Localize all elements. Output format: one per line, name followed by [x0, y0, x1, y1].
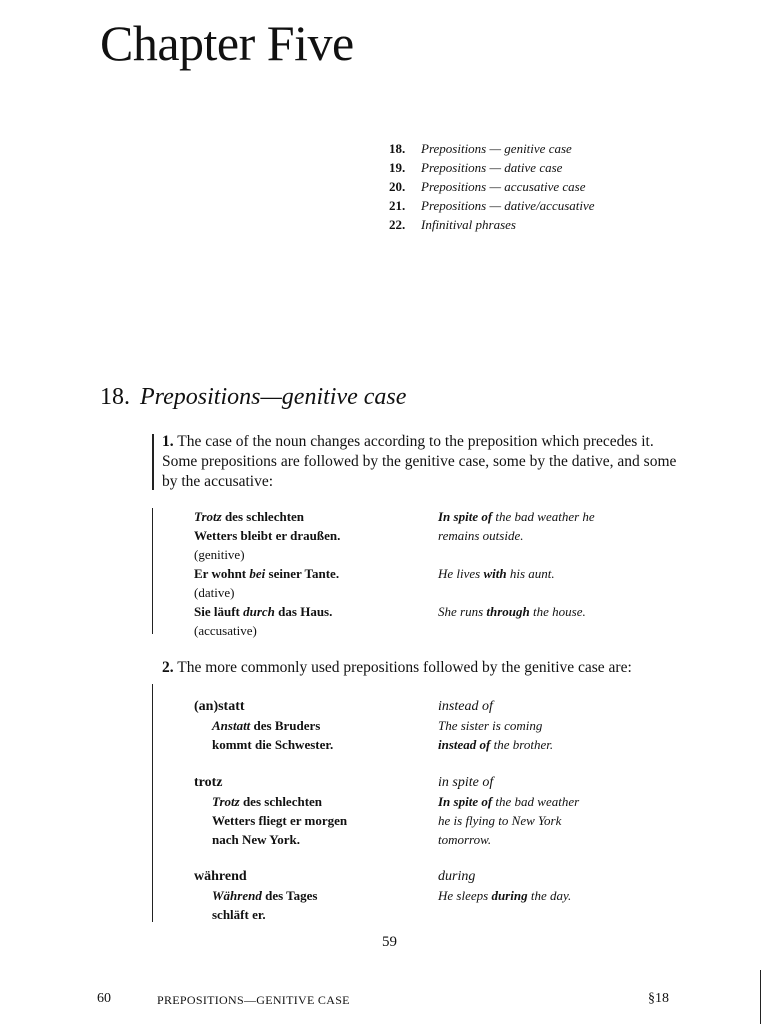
preposition: with: [483, 566, 507, 581]
example-text: seiner Tante.: [265, 566, 340, 581]
example-text: des schlechten: [239, 794, 323, 809]
example-text: He sleeps: [438, 888, 492, 903]
toc-entry: [389, 215, 595, 234]
example-line: [194, 564, 340, 583]
example-line: [438, 792, 579, 811]
chapter-title: Chapter Five: [100, 15, 354, 71]
entry-gloss: in spite of: [438, 775, 494, 790]
example-line: [194, 507, 340, 526]
entry-headword: trotz: [194, 775, 223, 790]
entry-trotz: [194, 773, 347, 849]
preposition: through: [486, 604, 530, 619]
preposition: Trotz: [194, 509, 222, 524]
page-number: 59: [382, 934, 397, 950]
spacer: [438, 545, 595, 564]
toc-label: Prepositions — dative case: [421, 160, 563, 175]
case-label: (accusative): [194, 623, 257, 638]
toc-entry: [389, 177, 595, 196]
toc-entry: [389, 139, 595, 158]
entry-headword: (an)statt: [194, 699, 245, 714]
toc-number: 21.: [389, 198, 406, 213]
example-line: [194, 602, 340, 621]
entry-anstatt-translation: [438, 697, 553, 754]
example-line: [194, 886, 318, 905]
preposition: bei: [249, 566, 266, 581]
example-text: des schlechten: [221, 509, 305, 524]
entry-gloss: during: [438, 869, 476, 884]
example-line: [438, 507, 595, 526]
footer-page-number: 60: [97, 991, 111, 1006]
preposition: Anstatt: [212, 718, 251, 733]
example-line: [438, 886, 571, 905]
toc-label: Prepositions — dative/accusative: [421, 198, 595, 213]
example-line: [194, 792, 347, 811]
toc-entry: [389, 196, 595, 215]
example-line: kommt die Schwester.: [212, 737, 334, 752]
toc-label: Prepositions — genitive case: [421, 141, 572, 156]
section-title: Prepositions—genitive case: [140, 384, 407, 410]
entry-anstatt: [194, 697, 333, 754]
preposition: In spite of: [438, 509, 493, 524]
examples-english: [438, 507, 595, 621]
chapter-contents: [389, 139, 595, 234]
example-text: the bad weather he: [492, 509, 595, 524]
section-heading: [100, 384, 406, 411]
item-number: 2.: [162, 659, 174, 676]
example-line: [438, 564, 595, 583]
example-line: remains outside.: [438, 528, 524, 543]
paragraph-text: The case of the noun changes according to the preposition which precedes it. Some prepositions are followed by the genitive case, some by the dative, and some by the accusative:: [162, 433, 677, 490]
running-footer-title: PREPOSITIONS—GENITIVE CASE: [157, 993, 350, 1007]
example-line: [194, 716, 333, 735]
example-text: Er wohnt: [194, 566, 250, 581]
example-text: the day.: [527, 888, 572, 903]
margin-rule: [152, 684, 153, 922]
example-line: he is flying to New York: [438, 813, 562, 828]
entry-trotz-translation: [438, 773, 579, 849]
entry-waehrend: [194, 867, 318, 924]
paragraph-1: [162, 432, 680, 492]
toc-number: 20.: [389, 179, 406, 194]
toc-label: Prepositions — accusative case: [421, 179, 586, 194]
example-text: She runs: [438, 604, 487, 619]
toc-label: Infinitival phrases: [421, 217, 516, 232]
paragraph-text: The more commonly used prepositions followed by the genitive case are:: [177, 659, 632, 676]
case-label: (dative): [194, 585, 235, 600]
example-text: Sie läuft: [194, 604, 244, 619]
toc-number: 18.: [389, 141, 406, 156]
preposition: instead of: [438, 737, 491, 752]
preposition: Während: [212, 888, 262, 903]
example-text: das Haus.: [274, 604, 333, 619]
margin-rule: [152, 508, 153, 634]
example-text: the brother.: [490, 737, 554, 752]
toc-number: 22.: [389, 217, 406, 232]
example-line: schläft er.: [212, 907, 266, 922]
section-number: 18.: [100, 384, 130, 410]
example-text: des Bruders: [250, 718, 321, 733]
footer-section-ref: §18: [648, 991, 669, 1006]
paragraph-2: [162, 658, 722, 678]
margin-rule: [152, 434, 154, 490]
example-line: [438, 602, 595, 621]
example-line: The sister is coming: [438, 718, 543, 733]
example-text: des Tages: [261, 888, 318, 903]
preposition: Trotz: [212, 794, 240, 809]
case-label: (genitive): [194, 547, 245, 562]
preposition: In spite of: [438, 794, 493, 809]
entry-gloss: instead of: [438, 699, 493, 714]
preposition: during: [491, 888, 528, 903]
example-line: Wetters bleibt er draußen.: [194, 528, 341, 543]
toc-entry: [389, 158, 595, 177]
example-text: the bad weather: [492, 794, 580, 809]
example-line: Wetters fliegt er morgen: [212, 813, 348, 828]
example-text: He lives: [438, 566, 484, 581]
example-line: tomorrow.: [438, 832, 492, 847]
example-line: [438, 735, 553, 754]
example-text: the house.: [529, 604, 586, 619]
example-text: his aunt.: [506, 566, 555, 581]
item-number: 1.: [162, 433, 174, 450]
examples-german: [194, 507, 340, 640]
preposition: durch: [243, 604, 275, 619]
spacer: [438, 583, 595, 602]
toc-number: 19.: [389, 160, 406, 175]
example-line: nach New York.: [212, 832, 300, 847]
edge-rule: [760, 970, 761, 1024]
entry-headword: während: [194, 869, 247, 884]
entry-waehrend-translation: [438, 867, 571, 905]
